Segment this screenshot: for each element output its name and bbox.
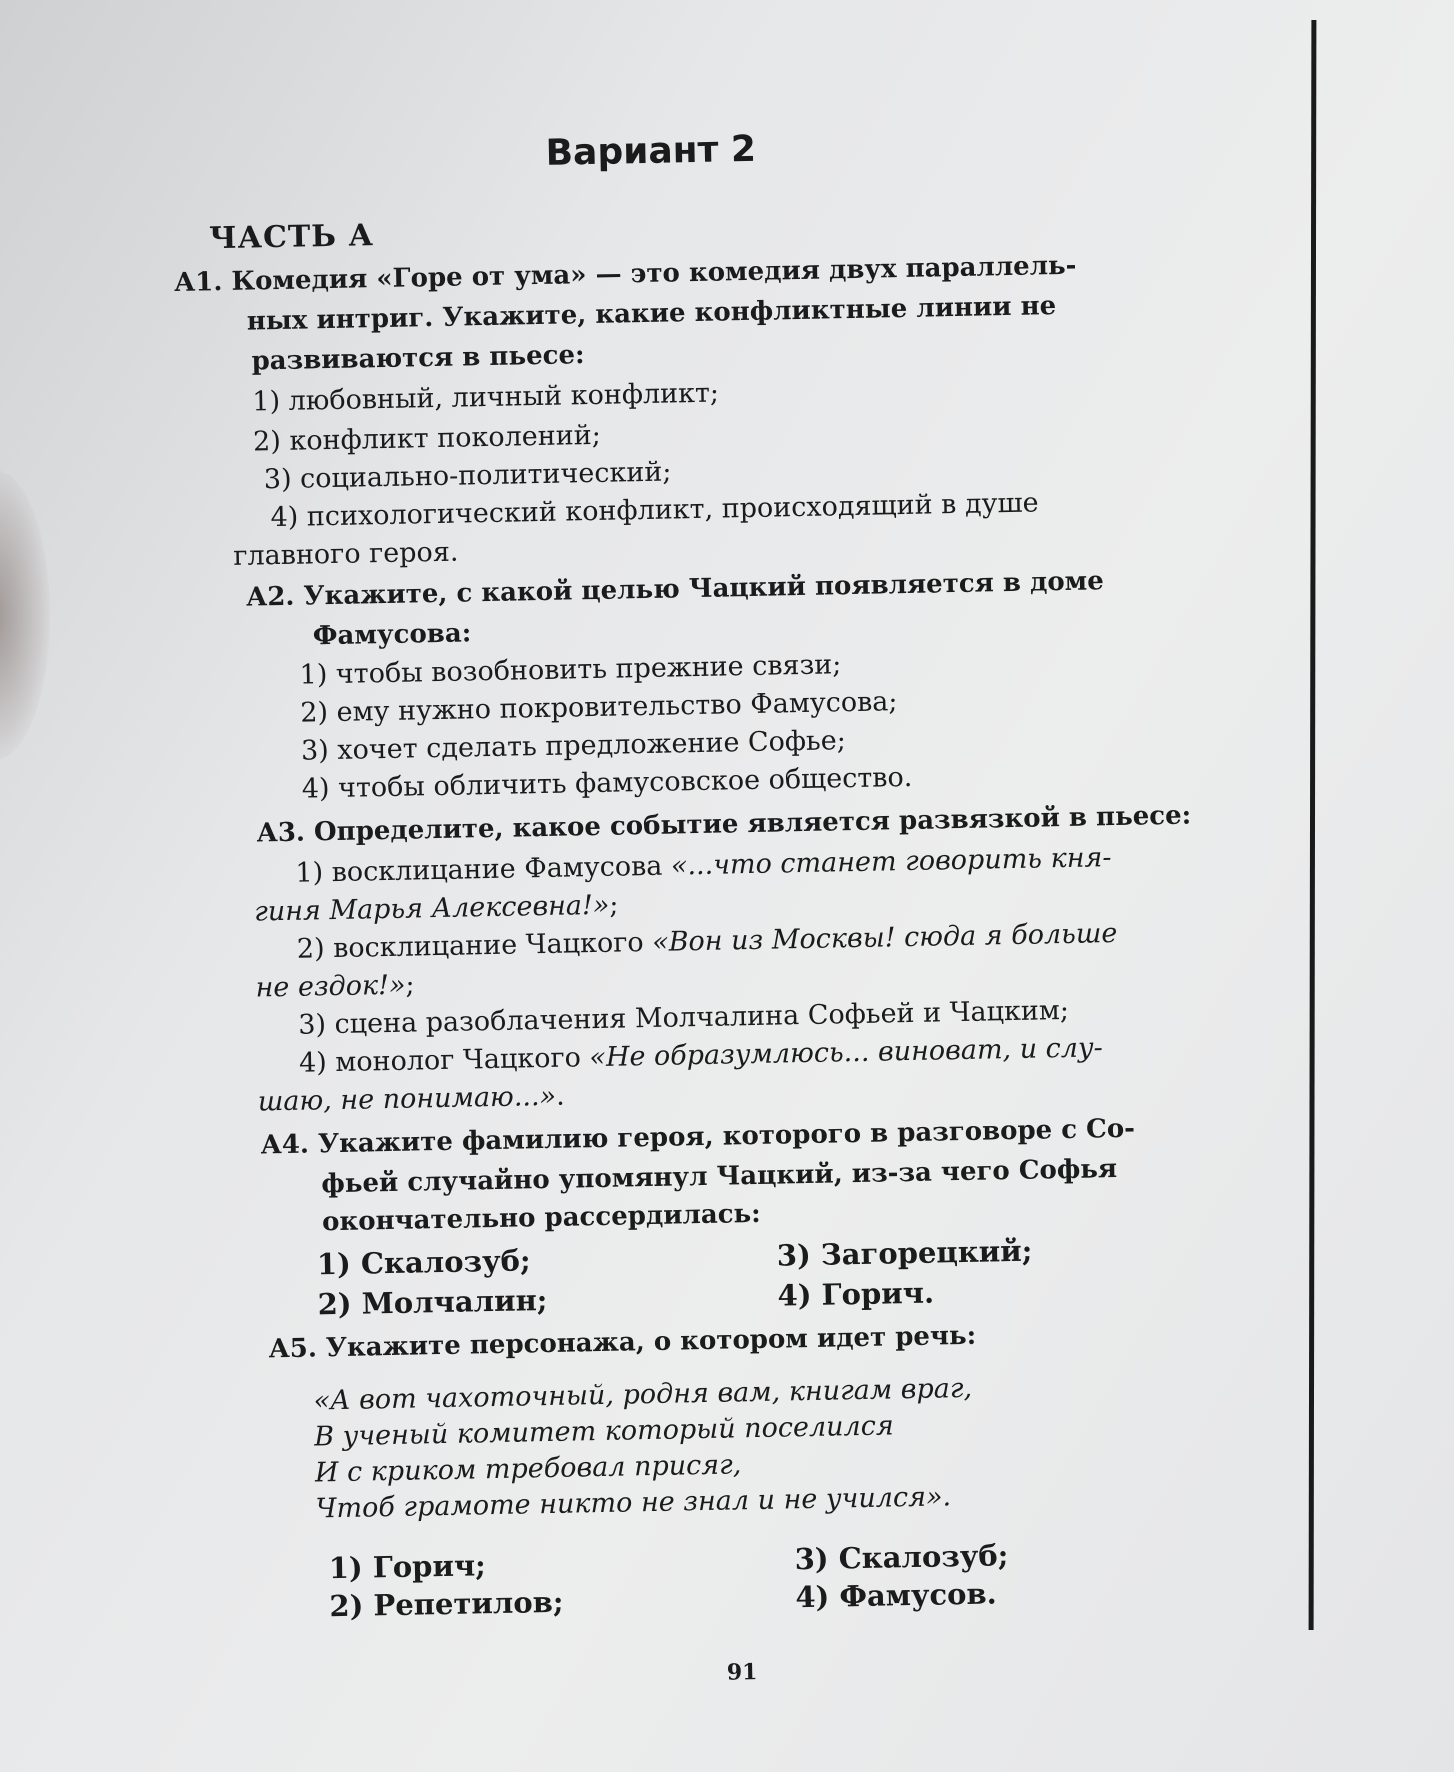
a1-text-line2: ных интриг. Укажите, какие конфликтные линии не — [246, 291, 1057, 337]
a4-text-line2: фьей случайно упомянул Чацкий, из-за чего Софья — [321, 1154, 1118, 1200]
a3-option-2-quote: «Вон из Москвы! сюда я больше — [651, 917, 1118, 958]
a3-option-1-quote: «...что станет говорить кня- — [670, 842, 1112, 882]
a2-option-4: 4) чтобы обличить фамусовское общество. — [301, 761, 913, 805]
a3-option-4-prefix: 4) монолог Чацкого — [298, 1042, 590, 1079]
a3-option-4-quote-cont: шаю, не понимаю...» — [257, 1080, 557, 1118]
a3-option-2 — [297, 918, 1118, 965]
a4-text-line3: окончательно рассердилась: — [321, 1198, 762, 1238]
a5-option-1: 1) Горич; — [328, 1548, 487, 1586]
a3-option-4-end: . — [555, 1080, 565, 1112]
a2-option-3: 3) хочет сделать предложение Софье; — [300, 725, 847, 767]
a1-text-line1: А1. Комедия «Горе от ума» — это комедия двух параллель- — [173, 250, 1077, 298]
a1-option-1: 1) любовный, личный конфликт; — [252, 377, 720, 418]
a4-text-line1: А4. Укажите фамилию героя, которого в разговоре с Со- — [260, 1113, 1136, 1161]
a3-option-1-end: ; — [609, 889, 619, 921]
section-heading: ЧАСТЬ А — [208, 218, 375, 257]
a3-option-1 — [295, 842, 1112, 889]
a2-option-2: 2) ему нужно покровительство Фамусова; — [300, 686, 898, 729]
a4-option-2: 2) Молчалин; — [317, 1283, 548, 1322]
a1-option-4-line1: 4) психологический конфликт, происходящий в душе — [270, 487, 1039, 534]
a3-option-1-quote-cont: гиня Марья Алексевна!» — [253, 889, 610, 928]
a3-option-4-line2 — [257, 1081, 564, 1118]
a1-option-2: 2) конфликт поколений; — [252, 419, 602, 458]
a5-text-line1: А5. Укажите персонажа, о котором идет речь: — [268, 1320, 977, 1365]
a4-option-3: 3) Загорецкий; — [776, 1233, 1033, 1273]
a4-option-4: 4) Горич. — [777, 1275, 935, 1313]
a5-option-3: 3) Скалозуб; — [794, 1538, 1009, 1577]
a5-option-4: 4) Фамусов. — [795, 1576, 998, 1615]
a3-option-3: 3) сцена разоблачения Молчалина Софьей и Чацким; — [298, 994, 1070, 1041]
a4-option-1: 1) Скалозуб; — [316, 1243, 531, 1282]
variant-title: Вариант 2 — [545, 128, 757, 174]
a1-option-4-line2: главного героя. — [233, 536, 459, 572]
a3-option-2-line2 — [255, 969, 415, 1003]
a5-option-2: 2) Репетилов; — [329, 1584, 564, 1624]
a3-option-2-end: ; — [405, 969, 415, 1001]
a2-text-line1: А2. Укажите, с какой целью Чацкий появляется в доме — [245, 566, 1105, 613]
a2-text-line2: Фамусова: — [312, 618, 472, 652]
a5-poem-line1: «А вот чахоточный, родня вам, книгам враг, — [313, 1372, 973, 1417]
a3-option-4-quote: «Не образумлюсь... виноват, и слу- — [589, 1032, 1104, 1074]
a5-poem-line4: Чтоб грамоте никто не знал и не учился». — [315, 1481, 952, 1525]
a3-option-2-prefix: 2) восклицание Чацкого — [296, 926, 653, 965]
a3-option-1-prefix: 1) восклицание Фамусова — [295, 850, 672, 889]
a3-option-4 — [299, 1032, 1103, 1078]
a5-poem-line3: И с криком требовал присяг, — [314, 1449, 742, 1489]
a1-option-3: 3) социально-политический; — [263, 456, 672, 496]
a3-option-1-line2 — [254, 890, 619, 928]
page-number: 91 — [726, 1659, 758, 1686]
a3-text-line1: А3. Определите, какое событие является развязкой в пьесе: — [256, 800, 1192, 849]
a3-option-2-quote-cont: не ездок!» — [255, 969, 406, 1004]
a2-option-1: 1) чтобы возобновить прежние связи; — [299, 649, 842, 691]
a1-text-line3: развиваются в пьесе: — [251, 340, 585, 377]
a5-poem-line2: В ученый комитет который поселился — [313, 1410, 894, 1453]
